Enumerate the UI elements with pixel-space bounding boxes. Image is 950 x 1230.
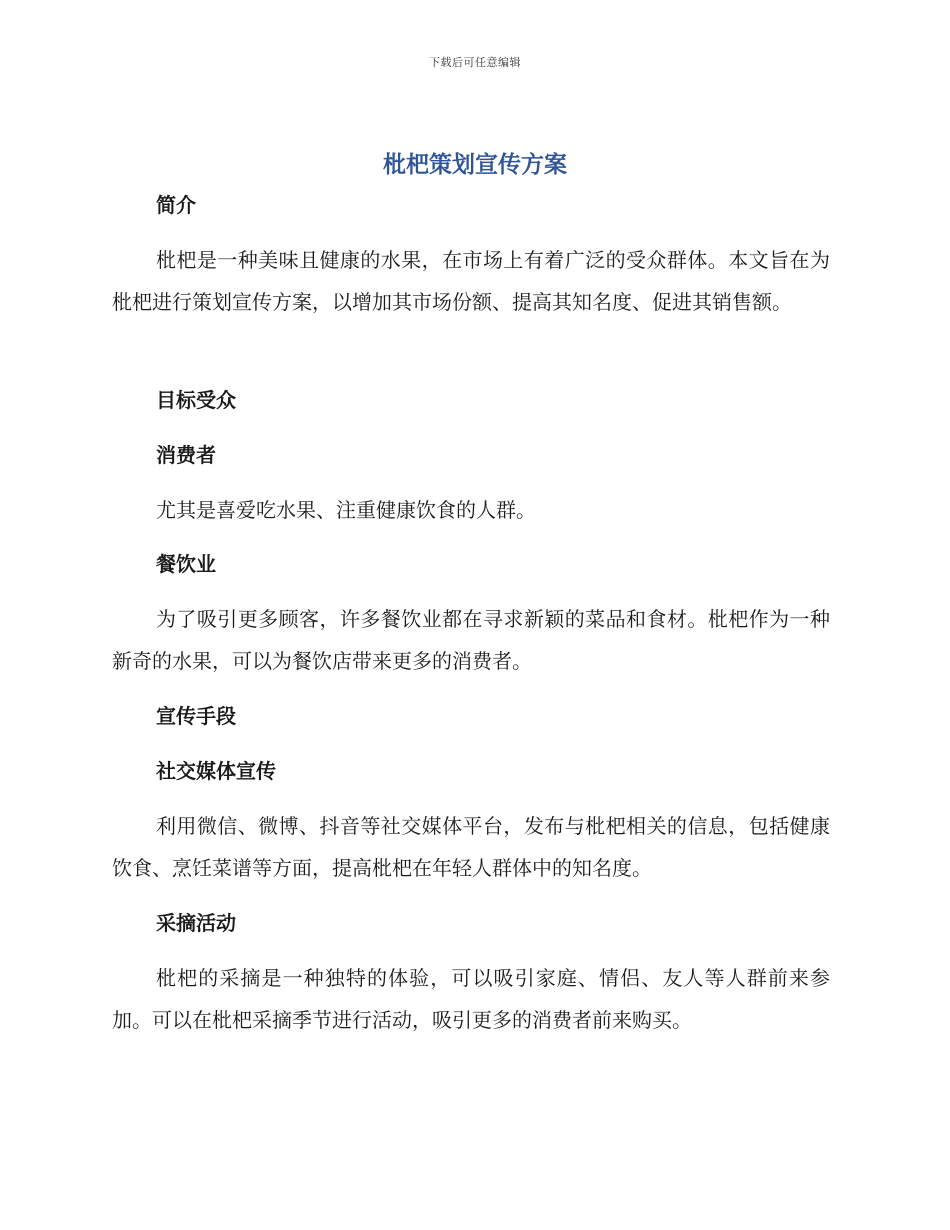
section-heading-audience: 目标受众: [156, 388, 236, 412]
paragraph-intro: 枇杷是一种美味且健康的水果，在市场上有着广泛的受众群体。本文旨在为枇杷进行策划宣传方案，以增加其市场份额、提高其知名度、促进其销售额。: [112, 248, 830, 314]
subsection-heading-picking: 采摘活动: [156, 911, 236, 935]
paragraph-picking: 枇杷的采摘是一种独特的体验，可以吸引家庭、情侣、友人等人群前来参加。可以在枇杷采摘季节进行活动，吸引更多的消费者前来购买。: [112, 966, 830, 1032]
subsection-heading-catering: 餐饮业: [156, 552, 216, 576]
section-heading-intro: 简介: [156, 193, 196, 217]
document-title: 枇杷策划宣传方案: [383, 152, 567, 178]
paragraph-catering: 为了吸引更多顾客，许多餐饮业都在寻求新颖的菜品和食材。枇杷作为一种新奇的水果，可以为餐饮店带来更多的消费者。: [112, 607, 830, 673]
subsection-heading-consumers: 消费者: [156, 443, 216, 467]
page-header-note: 下载后可任意编辑: [429, 56, 521, 69]
subsection-heading-social-media: 社交媒体宣传: [156, 759, 276, 783]
paragraph-social-media: 利用微信、微博、抖音等社交媒体平台，发布与枇杷相关的信息，包括健康饮食、烹饪菜谱等方面，提高枇杷在年轻人群体中的知名度。: [112, 814, 830, 880]
section-heading-promotion: 宣传手段: [156, 704, 236, 728]
paragraph-consumers: 尤其是喜爱吃水果、注重健康饮食的人群。: [156, 498, 536, 522]
